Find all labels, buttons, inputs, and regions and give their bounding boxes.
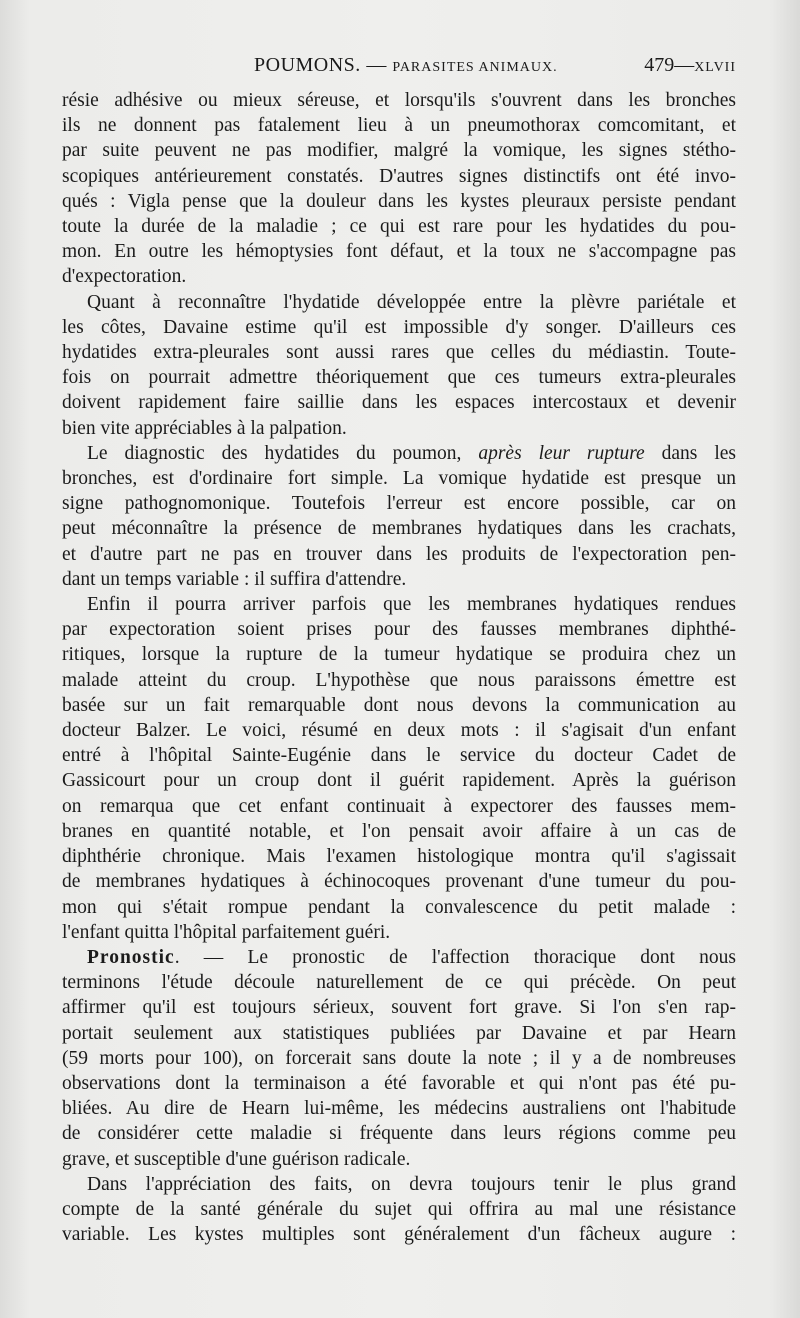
- line-text: signe pathognomonique. Toutefois l'erreur est encore possible, car on: [62, 493, 736, 515]
- line-text: basée sur un fait remarquable dont nous devons la communication au: [62, 694, 736, 716]
- line-text: doivent rapidement faire saillie dans les espaces intercostaux et devenir: [62, 392, 736, 414]
- line-text: compte de la santé générale du sujet qui offrira au mal une résistance: [62, 1198, 736, 1220]
- text-line: [62, 1096, 736, 1121]
- line-text: dant un temps variable : il suffira d'attendre.: [62, 568, 407, 590]
- text-line: [62, 441, 736, 466]
- line-text: Dans l'appréciation des faits, on devra toujours tenir le plus grand: [87, 1173, 736, 1195]
- section-heading: Pronostic: [87, 946, 175, 968]
- line-text: qués : Vigla pense que la douleur dans les kystes pleuraux persiste pendant: [62, 190, 736, 212]
- line-text: fois on pourrait admettre théoriquement que ces tumeurs extra-pleurales: [62, 367, 736, 389]
- text-line: [62, 466, 736, 491]
- line-text: résie adhésive ou mieux séreuse, et lorsqu'ils s'ouvrent dans les bronches: [62, 90, 736, 111]
- line-text: entré à l'hôpital Sainte-Eugénie dans le service du docteur Cadet de: [62, 745, 736, 767]
- line-text: scopiques antérieurement constatés. D'autres signes distinctifs ont été invo-: [62, 165, 736, 187]
- line-text: malade atteint du croup. L'hypothèse que nous paraissons émettre est: [62, 669, 736, 691]
- line-text: diphthérie chronique. Mais l'examen histologique montra qu'il s'agissait: [62, 846, 736, 868]
- text-line: [62, 743, 736, 768]
- text-line: [62, 718, 736, 743]
- text-line: [62, 113, 736, 138]
- text-line: [62, 491, 736, 516]
- text-line: [62, 844, 736, 869]
- line-text: ritiques, lorsque la rupture de la tumeur hydatique se produira chez un: [62, 644, 736, 666]
- text-line: [62, 416, 736, 441]
- text-line: [62, 668, 736, 693]
- header-subtitle: PARASITES ANIMAUX.: [392, 60, 558, 75]
- text-line: [62, 945, 736, 970]
- line-text: (59 morts pour 100), on forcerait sans doute la note ; il y a de nombreuses: [62, 1047, 736, 1069]
- line-text: docteur Balzer. Le voici, résumé en deux mots : il s'agisait d'un enfant: [62, 720, 736, 742]
- line-text: de considérer cette maladie si fréquente dans leurs régions comme peu: [62, 1123, 736, 1145]
- line-text: ils ne donnent pas fatalement lieu à un pneumothorax comcomitant, et: [62, 115, 736, 137]
- text-line: [62, 1197, 736, 1222]
- text-line: [62, 340, 736, 365]
- line-text: par expectoration soient prises pour des fausses membranes diphthé-: [62, 619, 736, 641]
- text-line: [62, 895, 736, 920]
- text-line: [62, 1121, 736, 1146]
- text-line: [62, 768, 736, 793]
- line-text: branes en quantité notable, et l'on pensait avoir affaire à un cas de: [62, 820, 736, 842]
- signature-mark: XLVII: [694, 60, 736, 75]
- body-text: [62, 88, 736, 1247]
- line-text: bliées. Au dire de Hearn lui-même, les médecins australiens ont l'habitude: [62, 1098, 736, 1120]
- text-line: [62, 542, 736, 567]
- text-line: [62, 794, 736, 819]
- header-title: POUMONS.: [254, 54, 361, 76]
- line-text: Quant à reconnaître l'hydatide développée entre la plèvre pariétale et: [87, 291, 736, 313]
- line-text: hydatides extra-pleurales sont aussi rares que celles du médiastin. Toute-: [62, 342, 736, 364]
- text-line: [62, 239, 736, 264]
- text-line: [62, 1222, 736, 1247]
- page-number: 479: [644, 54, 675, 76]
- line-text: mon qui s'était rompue pendant la convalescence du petit malade :: [62, 896, 736, 918]
- text-line: [62, 995, 736, 1020]
- text-line: [62, 516, 736, 541]
- line-text: d'expectoration.: [62, 266, 187, 288]
- text-line: [62, 138, 736, 163]
- line-text: toute la durée de la maladie ; ce qui est rare pour les hydatides du pou-: [62, 216, 736, 238]
- text-line: [62, 920, 736, 945]
- signature-separator: —: [674, 54, 695, 76]
- text-line: [62, 365, 736, 390]
- page-number-block: [644, 54, 736, 77]
- line-text: par suite peuvent ne pas modifier, malgré la vomique, les signes stétho-: [62, 140, 736, 162]
- text-line: [62, 1046, 736, 1071]
- running-header: [60, 54, 736, 84]
- text-line: [62, 164, 736, 189]
- text-line: [62, 290, 736, 315]
- text-line: [62, 693, 736, 718]
- text-line: [62, 88, 736, 113]
- italic-phrase: après leur rupture: [478, 442, 645, 464]
- text-line: [62, 1172, 736, 1197]
- text-line: [62, 315, 736, 340]
- line-text: on remarqua que cet enfant continuait à expectorer des fausses mem-: [62, 795, 736, 817]
- line-text: bronches, est d'ordinaire fort simple. La vomique hydatide est presque un: [62, 468, 736, 490]
- text-line: [62, 970, 736, 995]
- text-line: [62, 1021, 736, 1046]
- line-text-tail: dans les: [644, 442, 736, 464]
- text-line: [62, 642, 736, 667]
- line-text: . — Le pronostic de l'affection thoracique dont nous: [174, 946, 736, 968]
- line-text: mon. En outre les hémoptysies font défaut, et la toux ne s'accompagne pas: [62, 241, 736, 263]
- text-line: [62, 819, 736, 844]
- text-line: [62, 214, 736, 239]
- line-text: terminons l'étude découle naturellement de ce qui précède. On peut: [62, 972, 736, 994]
- text-line: [62, 617, 736, 642]
- line-text: bien vite appréciables à la palpation.: [62, 417, 347, 439]
- text-line: [62, 264, 736, 289]
- line-text: peut méconnaître la présence de membranes hydatiques dans les crachats,: [62, 518, 736, 540]
- text-line: [62, 567, 736, 592]
- line-text: portait seulement aux statistiques publiées par Davaine et par Hearn: [62, 1022, 736, 1044]
- line-text: Gassicourt pour un croup dont il guérit rapidement. Après la guérison: [62, 770, 736, 792]
- text-line: [62, 1071, 736, 1096]
- text-line: [62, 390, 736, 415]
- line-text: Le diagnostic des hydatides du poumon,: [87, 442, 479, 464]
- text-line: [62, 189, 736, 214]
- text-line: [62, 1147, 736, 1172]
- line-text: grave, et susceptible d'une guérison radicale.: [62, 1148, 411, 1170]
- text-line: [62, 869, 736, 894]
- line-text: l'enfant quitta l'hôpital parfaitement guéri.: [62, 921, 391, 943]
- text-line: [62, 592, 736, 617]
- line-text: de membranes hydatiques à échinocoques provenant d'une tumeur du pou-: [62, 871, 736, 893]
- line-text: affirmer qu'il est toujours sérieux, souvent fort grave. Si l'on s'en rap-: [62, 997, 736, 1019]
- running-title: [254, 54, 558, 77]
- line-text: observations dont la terminaison a été favorable et qui n'ont pas été pu-: [62, 1072, 736, 1094]
- line-text: variable. Les kystes multiples sont généralement d'un fâcheux augure :: [62, 1224, 736, 1246]
- line-text: et d'autre part ne pas en trouver dans les produits de l'expectoration pen-: [62, 543, 736, 565]
- line-text: Enfin il pourra arriver parfois que les membranes hydatiques rendues: [87, 594, 736, 616]
- line-text: les côtes, Davaine estime qu'il est impossible d'y songer. D'ailleurs ces: [62, 316, 736, 338]
- header-dash: —: [366, 54, 387, 76]
